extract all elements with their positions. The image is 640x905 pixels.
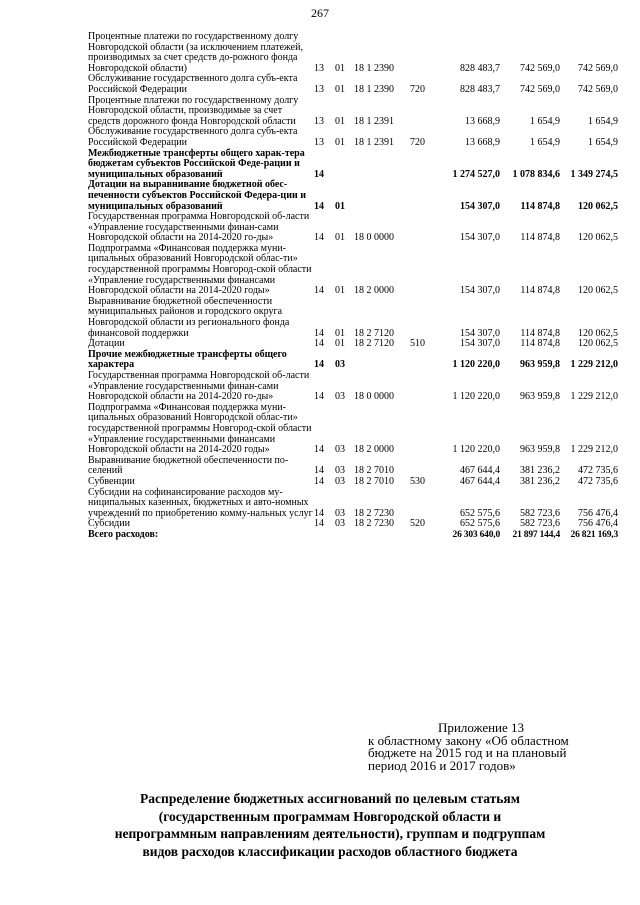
amount-2016: 114 874,8 <box>520 338 560 350</box>
amount-2017: 120 062,5 <box>578 232 618 244</box>
subsection-code: 01 <box>335 83 345 95</box>
amount-2015: 154 307,0 <box>460 327 500 339</box>
amount-2016: 742 569,0 <box>520 62 560 74</box>
amount-2015: 828 483,7 <box>460 83 500 95</box>
section-code: 14 <box>314 507 324 519</box>
table-row <box>88 350 618 371</box>
table-row <box>88 488 618 520</box>
subsection-code: 01 <box>335 200 345 212</box>
amount-2016: 1 654,9 <box>530 115 560 127</box>
target-article-code: 18 2 7010 <box>354 465 394 477</box>
amount-2016: 963 959,8 <box>520 359 560 371</box>
main-title-line: (государственным программам Новгородской области и <box>158 808 502 824</box>
subsection-code: 01 <box>335 136 345 148</box>
row-description: Субсидии <box>88 518 130 530</box>
appendix-line: бюджете на 2015 год и на плановый <box>368 745 567 760</box>
amount-2016: 582 723,6 <box>520 518 560 530</box>
row-description: Прочие межбюджетные трансферты общего характера <box>88 348 287 371</box>
amount-2017: 472 735,6 <box>578 475 618 487</box>
amount-2015: 13 668,9 <box>465 136 500 148</box>
expense-type-code: 720 <box>410 83 425 95</box>
expense-type-code: 510 <box>410 338 425 350</box>
table-row <box>88 212 618 244</box>
table-row <box>88 244 618 297</box>
table-row <box>88 180 618 212</box>
subsection-code: 01 <box>335 285 345 297</box>
target-article-code: 18 2 7230 <box>354 507 394 519</box>
amount-2016: 963 959,8 <box>520 444 560 456</box>
appendix-title: Приложение 13 <box>438 720 525 735</box>
table-row <box>88 456 618 477</box>
amount-2016: 114 874,8 <box>520 232 560 244</box>
row-description: Подпрограмма «Финансовая поддержка муни-ципальных образований Новгородской облас-ти» государственной программы Новгород-ской области «Управление государственными финансами Новгородской области на 2014-2020 годы» <box>88 401 312 456</box>
subsection-code: 03 <box>335 359 345 371</box>
main-title-line: непрограммным направлениям деятельности), группам и подгруппам <box>114 826 546 841</box>
amount-2015: 828 483,7 <box>460 62 500 74</box>
subsection-code: 03 <box>335 465 345 477</box>
budget-table <box>88 32 618 541</box>
target-article-code: 18 1 2391 <box>354 136 394 148</box>
amount-2016: 381 236,2 <box>520 465 560 477</box>
amount-2015: 154 307,0 <box>460 200 500 212</box>
subsection-code: 01 <box>335 338 345 350</box>
table-row <box>88 32 618 74</box>
section-code: 14 <box>314 444 324 456</box>
amount-2017: 120 062,5 <box>578 200 618 212</box>
table-total-row <box>88 530 618 541</box>
target-article-code: 18 0 0000 <box>354 391 394 403</box>
total-2016: 21 897 144,4 <box>512 529 560 540</box>
amount-2016: 742 569,0 <box>520 83 560 95</box>
section-code: 14 <box>314 285 324 297</box>
target-article-code: 18 1 2390 <box>354 62 394 74</box>
expense-type-code: 720 <box>410 136 425 148</box>
subsection-code: 01 <box>335 62 345 74</box>
subsection-code: 03 <box>335 444 345 456</box>
main-title <box>60 790 600 860</box>
amount-2017: 756 476,4 <box>578 518 618 530</box>
row-description: Процентные платежи по государственному долгу Новгородской области, производимые за счет средств дорожного фонда Новгородской области <box>88 94 299 127</box>
table-row <box>88 96 618 128</box>
amount-2017: 120 062,5 <box>578 327 618 339</box>
amount-2015: 1 274 527,0 <box>452 168 500 180</box>
row-description: Дотации <box>88 338 125 350</box>
amount-2015: 13 668,9 <box>465 115 500 127</box>
section-code: 14 <box>314 359 324 371</box>
amount-2017: 742 569,0 <box>578 62 618 74</box>
target-article-code: 18 2 7230 <box>354 518 394 530</box>
target-article-code: 18 0 0000 <box>354 232 394 244</box>
table-row <box>88 371 618 403</box>
amount-2015: 1 120 220,0 <box>452 391 500 403</box>
amount-2015: 1 120 220,0 <box>452 444 500 456</box>
page-number: 267 <box>311 6 329 20</box>
expense-type-code: 530 <box>410 475 425 487</box>
row-description: Субвенции <box>88 475 135 487</box>
main-title-line: Распределение бюджетных ассигнований по целевым статьям <box>140 791 520 806</box>
row-description: Субсидии на софинансирование расходов му-ниципальных казенных, бюджетных и авто-номных учреждений по приобретению комму-нальных услуг <box>88 486 313 519</box>
amount-2016: 582 723,6 <box>520 507 560 519</box>
table-row <box>88 74 618 95</box>
table-row <box>88 297 618 339</box>
row-description: Выравнивание бюджетной обеспеченности муниципальных районов и городского округа Новгородской области из регионального фонда финансовой поддержки <box>88 295 290 339</box>
row-description: Государственная программа Новгородской об-ласти «Управление государственными финан-сами Новгородской области на 2014-2020 го-ды» <box>88 370 310 403</box>
amount-2016: 114 874,8 <box>520 200 560 212</box>
row-description: Государственная программа Новгородской об-ласти «Управление государственными финан-сами Новгородской области на 2014-2020 го-ды» <box>88 211 310 244</box>
amount-2017: 1 229 212,0 <box>570 444 618 456</box>
section-code: 14 <box>314 518 324 530</box>
amount-2015: 652 575,6 <box>460 518 500 530</box>
amount-2016: 963 959,8 <box>520 391 560 403</box>
row-description: Обслуживание государственного долга субъ-екта Российской Федерации <box>88 73 298 95</box>
amount-2015: 652 575,6 <box>460 507 500 519</box>
row-description: Дотации на выравнивание бюджетной обес-печенности субъектов Российской Федера-ции и муниципальных образований <box>88 179 306 212</box>
amount-2015: 154 307,0 <box>460 285 500 297</box>
amount-2015: 467 644,4 <box>460 465 500 477</box>
amount-2015: 154 307,0 <box>460 232 500 244</box>
target-article-code: 18 2 7120 <box>354 338 394 350</box>
table-row <box>88 477 618 488</box>
amount-2017: 472 735,6 <box>578 465 618 477</box>
section-code: 14 <box>314 465 324 477</box>
amount-2017: 1 229 212,0 <box>570 359 618 371</box>
amount-2015: 467 644,4 <box>460 475 500 487</box>
subsection-code: 01 <box>335 232 345 244</box>
row-description: Подпрограмма «Финансовая поддержка муни-ципальных образований Новгородской облас-ти» государственной программы Новгород-ской области «Управление государственными финансами Новгородской области на 2014-2020 годы» <box>88 242 312 297</box>
total-2017: 26 821 169,3 <box>570 529 618 540</box>
section-code: 13 <box>314 136 324 148</box>
section-code: 14 <box>314 232 324 244</box>
amount-2015: 1 120 220,0 <box>452 359 500 371</box>
target-article-code: 18 2 0000 <box>354 444 394 456</box>
target-article-code: 18 2 0000 <box>354 285 394 297</box>
section-code: 14 <box>314 391 324 403</box>
amount-2017: 120 062,5 <box>578 338 618 350</box>
row-description: Выравнивание бюджетной обеспеченности по-селений <box>88 454 289 477</box>
amount-2017: 742 569,0 <box>578 83 618 95</box>
amount-2016: 1 654,9 <box>530 136 560 148</box>
target-article-code: 18 2 7010 <box>354 475 394 487</box>
total-label: Всего расходов: <box>88 528 159 540</box>
section-code: 14 <box>314 475 324 487</box>
row-description: Обслуживание государственного долга субъ-екта Российской Федерации <box>88 126 298 148</box>
section-code: 13 <box>314 115 324 127</box>
row-description: Процентные платежи по государственному долгу Новгородской области (за исключением платежей, производимых за счет средств до-рожного фонда Новгородской области) <box>88 31 303 74</box>
amount-2017: 1 349 274,5 <box>570 168 618 180</box>
amount-2017: 1 229 212,0 <box>570 391 618 403</box>
section-code: 13 <box>314 83 324 95</box>
appendix-block <box>368 722 620 772</box>
main-title-line: видов расходов классификации расходов областного бюджета <box>142 843 518 859</box>
amount-2015: 154 307,0 <box>460 338 500 350</box>
expense-type-code: 520 <box>410 518 425 530</box>
section-code: 13 <box>314 62 324 74</box>
subsection-code: 01 <box>335 115 345 127</box>
section-code: 14 <box>314 200 324 212</box>
amount-2016: 114 874,8 <box>520 327 560 339</box>
table-row <box>88 149 618 181</box>
amount-2016: 114 874,8 <box>520 285 560 297</box>
target-article-code: 18 1 2390 <box>354 83 394 95</box>
table-row <box>88 127 618 148</box>
subsection-code: 01 <box>335 327 345 339</box>
table-row <box>88 403 618 456</box>
section-code: 14 <box>314 338 324 350</box>
amount-2016: 1 078 834,6 <box>512 168 560 180</box>
amount-2017: 756 476,4 <box>578 507 618 519</box>
row-description: Межбюджетные трансферты общего харак-тера бюджетам субъектов Российской Феде-рации и муниципальных образований <box>88 147 305 180</box>
appendix-line: к областному закону «Об областном <box>368 732 569 748</box>
appendix-line: период 2016 и 2017 годов» <box>368 757 516 773</box>
subsection-code: 03 <box>335 391 345 403</box>
amount-2016: 381 236,2 <box>520 475 560 487</box>
section-code: 14 <box>314 168 324 180</box>
target-article-code: 18 1 2391 <box>354 115 394 127</box>
total-2015: 26 303 640,0 <box>452 529 500 540</box>
amount-2017: 120 062,5 <box>578 285 618 297</box>
amount-2017: 1 654,9 <box>588 136 618 148</box>
subsection-code: 03 <box>335 518 345 530</box>
amount-2017: 1 654,9 <box>588 115 618 127</box>
subsection-code: 03 <box>335 475 345 487</box>
section-code: 14 <box>314 327 324 339</box>
target-article-code: 18 2 7120 <box>354 327 394 339</box>
subsection-code: 03 <box>335 507 345 519</box>
table-row <box>88 519 618 530</box>
